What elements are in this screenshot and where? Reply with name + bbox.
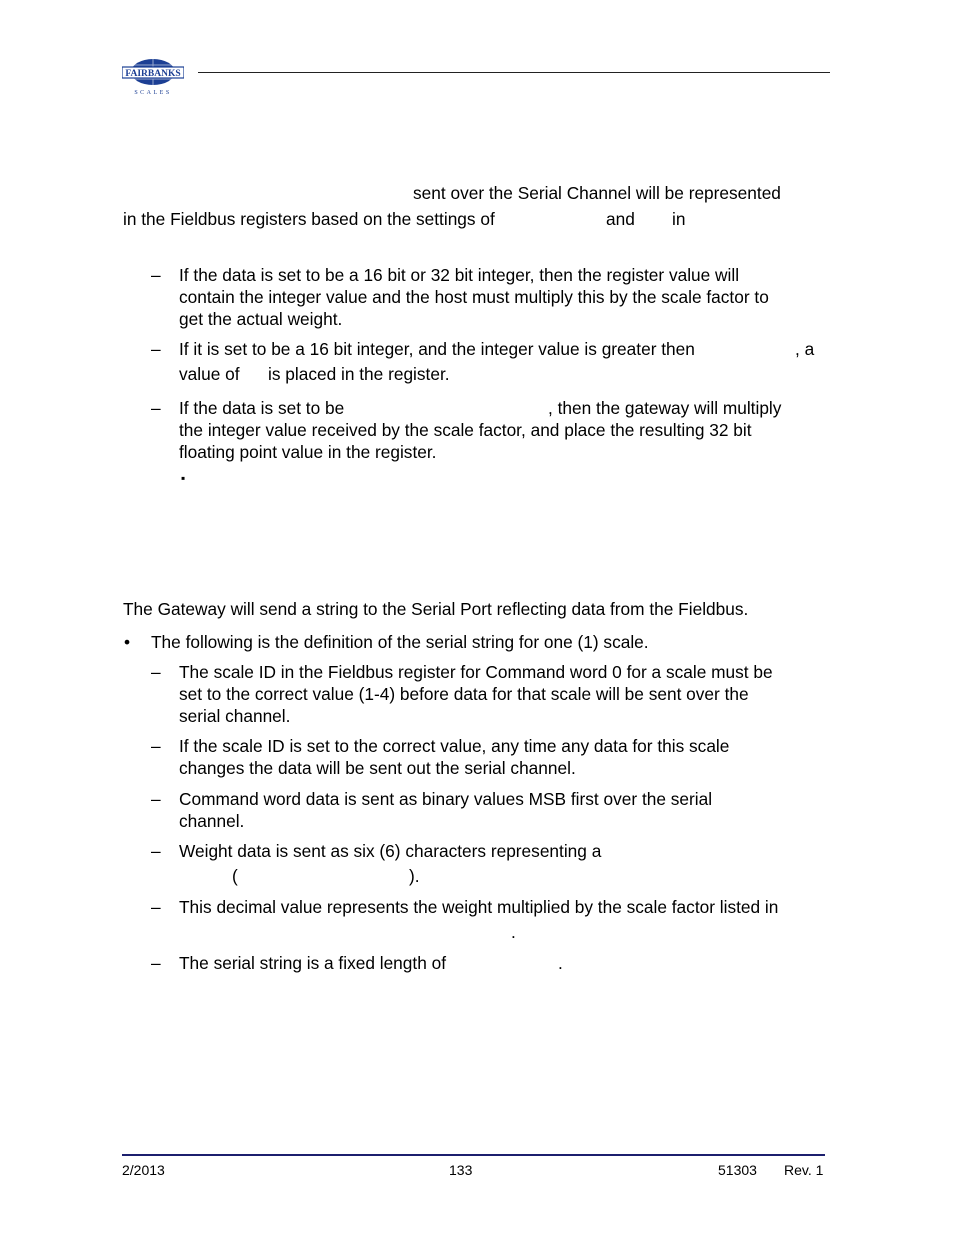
logo-wordmark: FAIRBANKS: [125, 69, 181, 79]
logo-subtext: SCALES: [134, 90, 172, 96]
s1-item3-line2: the integer value received by the scale factor, and place the resulting 32 bit: [179, 420, 752, 440]
s1-item2-line2a: value of: [179, 364, 240, 384]
bullet-marker: •: [124, 632, 131, 652]
sub-bullet-marker: ▪: [181, 471, 186, 485]
s1-item2-line2b: is placed in the register.: [268, 364, 450, 384]
s2-item3-line2: channel.: [179, 811, 245, 831]
footer-revision: Rev. 1: [784, 1162, 824, 1178]
dash-marker: –: [151, 265, 161, 285]
section1-intro-line1: sent over the Serial Channel will be represented: [413, 183, 781, 203]
dash-marker: –: [151, 841, 161, 861]
footer-date: 2/2013: [122, 1162, 165, 1178]
s2-item1-line2: set to the correct value (1-4) before data for that scale will be sent over the: [179, 684, 749, 704]
s2-item6-line1: The serial string is a fixed length of: [179, 953, 447, 973]
footer-rule: [122, 1154, 825, 1156]
s2-item1-line3: serial channel.: [179, 706, 291, 726]
s2-item5-period: .: [511, 922, 516, 942]
s1-item1-line1: If the data is set to be a 16 bit or 32 bit integer, then the register value will: [179, 265, 740, 285]
section1-and-word: and: [606, 209, 635, 229]
dash-marker: –: [151, 339, 161, 359]
dash-marker: –: [151, 953, 161, 973]
section2-intro: The Gateway will send a string to the Serial Port reflecting data from the Fieldbus.: [123, 599, 749, 619]
s2-item2-line1: If the scale ID is set to the correct value, any time any data for this scale: [179, 736, 730, 756]
dash-marker: –: [151, 662, 161, 682]
s1-item3-line1b: , then the gateway will multiply: [548, 398, 782, 418]
s2-item4-open-paren: (: [232, 866, 238, 886]
s2-item4-close-paren: ).: [409, 866, 420, 886]
s1-item1-line3: get the actual weight.: [179, 309, 343, 329]
s1-item2-line1a: If it is set to be a 16 bit integer, and the integer value is greater then: [179, 339, 695, 359]
s2-item4-line1: Weight data is sent as six (6) characters representing a: [179, 841, 602, 861]
section1-intro-line2: in the Fieldbus registers based on the settings of: [123, 209, 495, 229]
header-rule: [198, 72, 830, 73]
s1-item3-line3: floating point value in the register.: [179, 442, 437, 462]
dash-marker: –: [151, 398, 161, 418]
s1-item1-line2: contain the integer value and the host must multiply this by the scale factor to: [179, 287, 769, 307]
s2-item3-line1: Command word data is sent as binary values MSB first over the serial: [179, 789, 713, 809]
footer-doc-number: 51303: [718, 1162, 757, 1178]
section1-in-word: in: [672, 209, 686, 229]
fairbanks-logo: [122, 55, 184, 97]
s2-item2-line2: changes the data will be sent out the serial channel.: [179, 758, 576, 778]
footer-page-number: 133: [449, 1162, 473, 1178]
dash-marker: –: [151, 789, 161, 809]
s2-item1-line1: The scale ID in the Fieldbus register for Command word 0 for a scale must be: [179, 662, 773, 682]
dash-marker: –: [151, 736, 161, 756]
s2-item5-line1: This decimal value represents the weight multiplied by the scale factor listed in: [179, 897, 779, 917]
s1-item3-line1a: If the data is set to be: [179, 398, 345, 418]
s1-item2-line1b: , a: [795, 339, 815, 359]
s2-item6-period: .: [558, 953, 563, 973]
dash-marker: –: [151, 897, 161, 917]
s2-bullet-text: The following is the definition of the serial string for one (1) scale.: [151, 632, 649, 652]
